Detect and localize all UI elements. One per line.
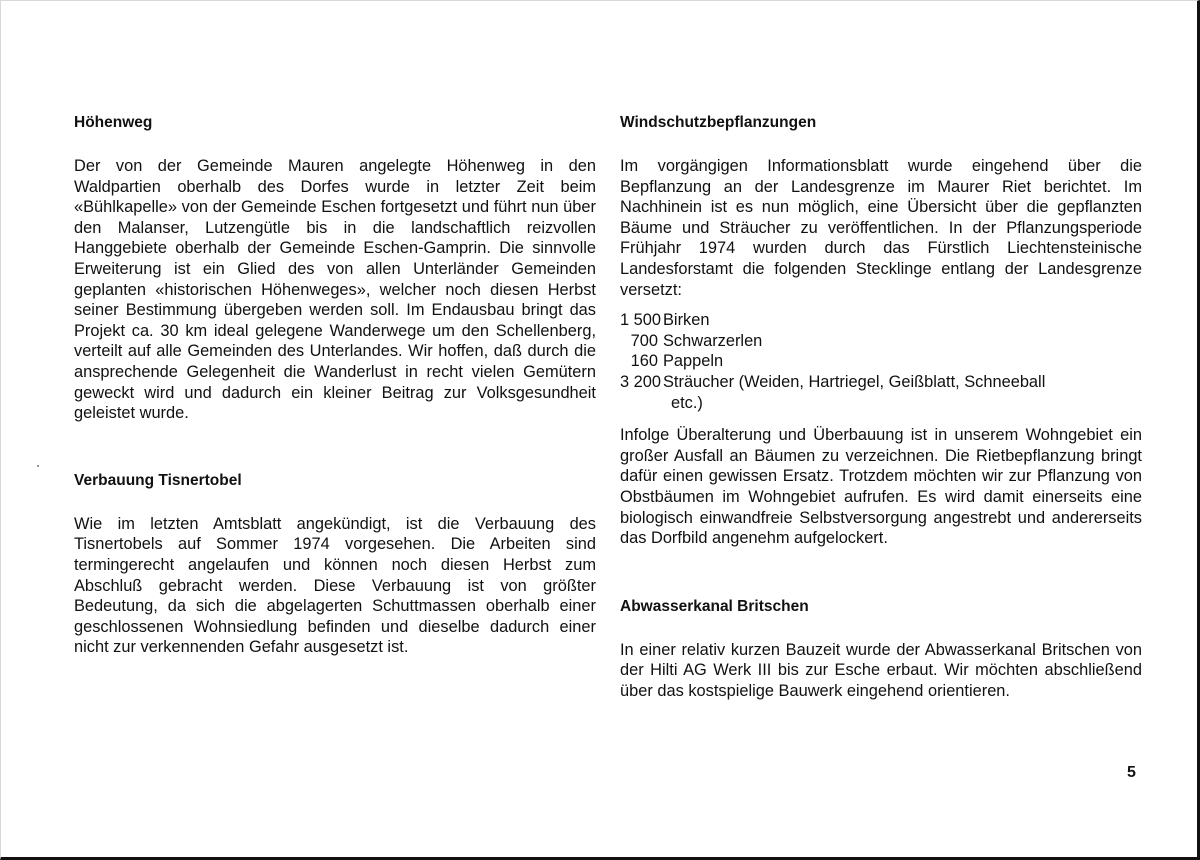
section-heading: Abwasserkanal Britschen: [620, 597, 809, 615]
right-column: [620, 112, 1142, 701]
section-heading: Windschutzbepflanzungen: [620, 114, 817, 131]
plant-name-continuation: etc.): [671, 393, 703, 412]
list-item: [620, 310, 1142, 331]
plant-quantity: 700: [630, 331, 658, 350]
section-paragraph: In einer relativ kurzen Bauzeit wurde der Abwasserkanal Britschen von der Hilti AG Werk III bis zur Esche erbaut. Wir möchten abschließend über das kostspielige Bauwerk eingehend orientieren.: [620, 640, 1142, 700]
section-paragraph: Wie im letzten Amtsblatt angekündigt, ist die Verbauung des Tisnertobels auf Sommer 1974 vorgesehen. Die Arbeiten sind termingerecht angelaufen und können noch diesen Herbst zum Abschluß gebracht werden. Diese Verbauung ist von größter Bedeutung, da sich die abgelagerten Schuttmassen oberhalb einer geschlossenen Wohnsiedlung befinden und dieselbe dadurch einer nicht zur verkennenden Gefahr ausgesetzt ist.: [74, 514, 596, 657]
list-item: [620, 372, 1142, 393]
list-item: [620, 331, 1142, 352]
plant-name: Sträucher (Weiden, Hartriegel, Geißblatt, Schneeball: [663, 372, 1046, 391]
section-verbauung: [74, 470, 596, 658]
section-heading: Höhenweg: [74, 114, 153, 131]
section-outro: Infolge Überalterung und Überbauung ist in unserem Wohngebiet ein großer Ausfall an Bäumen zu verzeichnen. Die Rietbepflanzung bringt dafür einen gewissen Ersatz. Trotzdem möchten wir zur Pflanzung von Obstbäumen im Wohngebiet aufrufen. Es wird damit einerseits eine biologisch einwandfreie Selbstversorgung angestrebt und andererseits das Dorfbild angenehm aufgelockert.: [620, 426, 1142, 548]
section-heading: Verbauung Tisnertobel: [74, 471, 242, 489]
section-paragraph: Der von der Gemeinde Mauren angelegte Höhenweg in den Waldpartien oberhalb des Dorfes wurde in letzter Zeit beim «Bühlkapelle» von der Gemeinde Eschen fortgesetzt und führt nun über den Malanser, Lutzengütle bis in die landschaftlich reizvollen Hanggebiete oberhalb der Gemeinde Eschen-Gamprin. Die sinnvolle Erweiterung ist ein Glied des von allen Unterländer Gemeinden geplanten «historischen Höhenweges», welcher noch diesen Herbst seiner Bestimmung übergeben werden soll. Im Endausbau bringt das Projekt ca. 30 km ideal gelegene Wanderwege um den Schellenberg, verteilt auf alle Gemeinden des Unterlandes. Wir hoffen, daß durch die ansprechende Gelegenheit die Wanderlust in recht vielen Gemütern geweckt wird und dadurch ein kleiner Beitrag zur Volksgesundheit geleistet wurde.: [74, 157, 596, 423]
plant-name: Pappeln: [663, 352, 724, 371]
plant-quantity: 3 200: [620, 372, 662, 391]
section-hoehenweg: [74, 112, 596, 424]
scan-speck: [37, 465, 39, 467]
section-windschutz: [620, 112, 1142, 549]
left-column: [74, 112, 596, 658]
page-number: 5: [1127, 764, 1136, 781]
list-item: [620, 351, 1142, 372]
plant-name: Birken: [663, 311, 710, 330]
section-intro: Im vorgängigen Informationsblatt wurde eingehend über die Bepflanzung an der Landesgrenze im Maurer Riet berichtet. Im Nachhinein ist es nun möglich, eine Übersicht über die gepflanzten Bäume und Sträucher zu veröffentlichen. In der Pflanzungsperiode Frühjahr 1974 wurden durch das Fürstlich Liechtensteinische Landesforstamt die folgenden Stecklinge entlang der Landesgrenze versetzt:: [620, 157, 1142, 299]
plant-quantity: 1 500: [620, 311, 662, 330]
plant-name: Schwarzerlen: [663, 331, 763, 350]
list-item-continuation: [620, 393, 1142, 414]
plant-quantity: 160: [630, 352, 658, 371]
section-abwasserkanal: [620, 596, 1142, 702]
plant-list: [620, 310, 1142, 413]
